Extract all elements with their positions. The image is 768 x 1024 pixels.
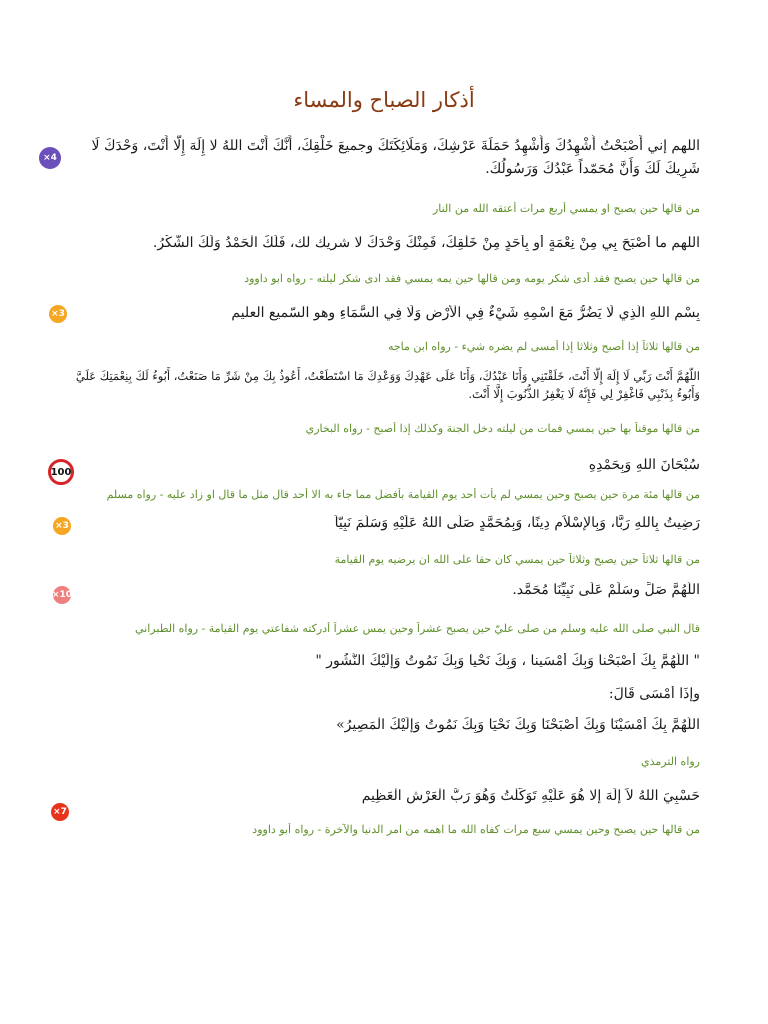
repeat-count-badge-5: 100: [48, 459, 74, 485]
repeat-count-badge-9: ×7: [51, 803, 69, 821]
repeat-count-badge-1: ×4: [39, 147, 61, 169]
repeat-count-badge-7: ×10: [53, 586, 71, 604]
hadith-note-7: قال النبي صلى الله عليه وسلم من صلى عليّ حين يصبح عشراً وحين يمس عشراً أدركته شفاعتي يوم القيامة - رواه الطبراني: [135, 622, 700, 635]
dua-text-7: اللَّهُمَّ صَلِّ وسَلِّمْ عَلَى نَبِيِّنَا مُحَمَّد.: [512, 582, 700, 598]
hadith-note-2: من قالها حين يصبح فقد أدى شكر يومه ومن قالها حين يمه يمسي فقد ادى شكر ليلته - رواه ابو داوود: [244, 272, 700, 285]
hadith-note-3: من قالها ثلاثاً إذا أصبح وثلاثا إذا أمسى لم يضره شيء - رواه ابن ماجه: [387, 340, 700, 353]
repeat-count-badge-6: ×3: [53, 517, 71, 535]
page-title: أذكار الصباح والمساء: [293, 88, 475, 112]
dua-line-8a: " اللَّهُمَّ بِكَ أَصْبَحْنا وَبِكَ أَمْسَينا ، وَبِكَ نَحْيا وَبِكَ نَمُوتُ وَإِلَيْكَ النُّشُور ": [315, 653, 700, 669]
dua-text-4: اللَّهُمَّ أَنْتَ رَبِّي لَا إِلَهَ إِلَّا أَنْتَ، خَلَقْتَنِي وَأَنَا عَبْدُكَ، وَأَنَا عَلَى عَهْدِكَ وَوَعْدِكَ مَا اسْتَطَعْتُ، أَعُوذُ بِكَ مِنْ شَرِّ مَا صَنَعْتُ، أَبُوءُ لَكَ بِنِعْمَتِكَ عَلَيَّ وَأَبُوءُ بِذَنْبِي فَاغْفِرْ لِي فَإِنَّهُ لَا يَغْفِرُ الذُّنُوبَ إِلَّا أَنْتَ.: [75, 369, 700, 401]
dua-text-2: اللهم ما أَصْبَحَ بِي مِنْ نِعْمَةٍ أَو بِأَحَدٍ مِنْ خَلْقِكَ، فَمِنْكَ وَحْدَكَ لا شريك لك، فَلَكَ الْحَمْدُ وَلَكَ الشُّكْرُ.: [152, 235, 700, 251]
hadith-note-8: رواه الترمذي: [640, 755, 700, 768]
dua-line-8b: وإِذَا أَمْسَى قَالَ:: [608, 686, 700, 702]
dua-text-6: رَضِيتُ بِاللهِ رَبًّا، وَبِالإِسْلاَمِ دِينًا، وَبِمُحَمَّدٍ صَلَّى اللهُ عَلَيْهِ وَسَلَّمَ نَبِيّاً: [334, 515, 700, 531]
repeat-count-badge-3: ×3: [49, 305, 67, 323]
dua-text-3: بِسْمِ اللهِ الَّذِي لَا يَضُرُّ مَعَ اسْمِهِ شَيْءٌ فِي الْأَرْضِ وَلَا فِي السَّمَاءِ وهو السّميع العليم: [231, 305, 700, 321]
hadith-note-9: من قالها حين يصبح وحين يمسي سبع مرات كفاه الله ما اهمه من امر الدنيا والآخرة - رواه أبو داوود: [252, 823, 700, 836]
hadith-note-1: من قالها حين يصبح او يمسي أربع مرات أعتقه الله من النار: [432, 202, 700, 215]
hadith-note-4: من قالها موقناً بها حين يمسي فمات من ليلته دخل الجنة وكذلك إذا أصبح - رواه البخاري: [305, 422, 700, 435]
hadith-note-5: من قالها مئة مرة حين يصبح وحين يمسي لم يأت أحد يوم القيامة بأفضل مما جاء به الا أحد قال مثل ما قال او زاد عليه - رواه مسلم: [106, 488, 700, 501]
dua-line-8c: اللَّهُمَّ بِكَ أَمْسَيْنَا وَبِكَ أَصْبَحْنَا وَبِكَ نَحْيَا وَبِكَ نَمُوتُ وَإِلَيْكَ الْمَصِيرُ»: [336, 717, 700, 733]
dua-text-9: حَسْبِيَ اللهُ لاَ إِلَهَ إِلا هُوَ عَلَيْهِ تَوَكَّلْتُ وَهُوَ رَبُّ الْعَرْشِ الْعَظِيمِ: [361, 788, 700, 804]
dua-text-1: اللهم إني أَصْبَحْتُ أُشْهِدُكَ وَأُشْهِدُ حَمَلَةَ عَرْشِكَ، وَمَلَائِكَتَكَ وجميعَ خَلْقِكَ، أَنَّكَ أَنْتَ اللهُ لا إِلَهَ إِلَّا أَنْتَ، وَحْدَكَ لَا شَرِيكَ لَكَ وَأَنَّ مُحَمّداً عَبْدُكَ وَرَسُولُكَ.: [91, 138, 700, 177]
dua-text-5: سُبْحَانَ اللهِ وَبِحَمْدِهِ: [588, 457, 700, 473]
hadith-note-6: من قالها ثلاثاً حين يصبح وثلاثاً حين يمسي كان حقا على الله ان يرضيه يوم القيامة: [334, 553, 700, 566]
